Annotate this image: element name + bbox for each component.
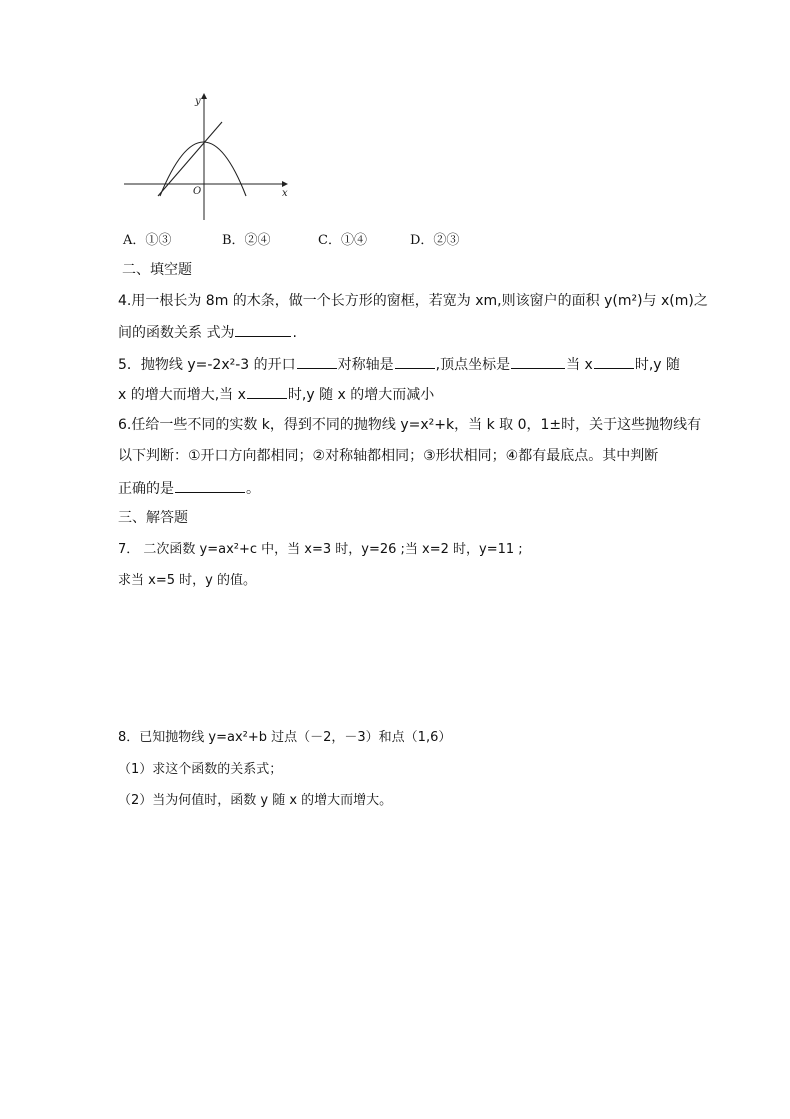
option-a: A．①③ [123, 233, 172, 248]
q6-line3 [118, 478, 260, 498]
q8-part2: （2）当为何值时，函数 y 随 x 的增大而增大。 [118, 793, 393, 808]
q5-blank-vertex[interactable] [511, 354, 565, 369]
q5-text-increase: 时,y 随 [634, 357, 681, 373]
q5-text-increase2: x 的增大而增大,当 x [118, 387, 246, 403]
parabola-curve [160, 142, 246, 196]
q5-line1 [118, 354, 680, 374]
q5-text-when: 当 x [566, 357, 593, 373]
q5-blank-axis[interactable] [395, 354, 435, 369]
q5-blank-x2[interactable] [247, 384, 287, 399]
x-axis-label: x [282, 188, 288, 199]
option-b: B．②④ [222, 233, 271, 248]
option-d: D．②③ [410, 233, 460, 248]
q5-text-vertex: ,顶点坐标是 [435, 357, 511, 373]
q6-line1: 6.任给一些不同的实数 k，得到不同的抛物线 y=x²+k，当 k 取 0，1±时，关于这些抛物线有 [118, 417, 702, 433]
q6-line2: 以下判断：①开口方向都相同；②对称轴都相同；③形状相同；④都有最底点。其中判断 [118, 448, 659, 464]
q6-answer-blank[interactable] [175, 478, 245, 493]
q8-line1: 8．已知抛物线 y=ax²+b 过点（－2，－3）和点（1,6） [118, 730, 452, 745]
q4-line2 [118, 322, 297, 342]
origin-label: O [193, 186, 202, 197]
function-graph [118, 88, 293, 223]
q4-line1: 4.用一根长为 8m 的木条，做一个长方形的窗框，若宽为 xm,则该窗户的面积 y(m²)与 x(m)之 [118, 293, 708, 309]
q5-text-axis: 对称轴是 [337, 357, 394, 373]
y-axis-arrow [201, 93, 207, 99]
q4-answer-blank[interactable] [235, 322, 291, 337]
y-axis-label: y [195, 96, 201, 107]
q6-line3-end: 。 [246, 481, 260, 497]
section-heading-fill-blank: 二、填空题 [122, 262, 192, 278]
option-c: C．①④ [318, 233, 367, 248]
q5-blank-x1[interactable] [594, 354, 634, 369]
q5-line2 [118, 384, 434, 404]
q5-text-opening: 5．抛物线 y=-2x²-3 的开口 [118, 357, 296, 373]
q4-line2-text: 间的函数关系 式为 [118, 325, 235, 341]
q7-line2: 求当 x=5 时，y 的值。 [118, 573, 256, 588]
q5-blank-opening[interactable] [297, 354, 337, 369]
section-heading-solve: 三、解答题 [118, 510, 188, 526]
q8-part1: （1）求这个函数的关系式； [118, 762, 283, 777]
q6-text-correct: 正确的是 [118, 481, 174, 497]
straight-line [158, 122, 222, 196]
x-axis-arrow [282, 181, 288, 187]
q5-text-decrease: 时,y 随 x 的增大而减小 [287, 387, 435, 403]
q7-line1: 7． 二次函数 y=ax²+c 中，当 x=3 时，y=26 ;当 x=2 时，y=11 ; [118, 542, 523, 557]
q4-line2-end: . [292, 325, 297, 341]
